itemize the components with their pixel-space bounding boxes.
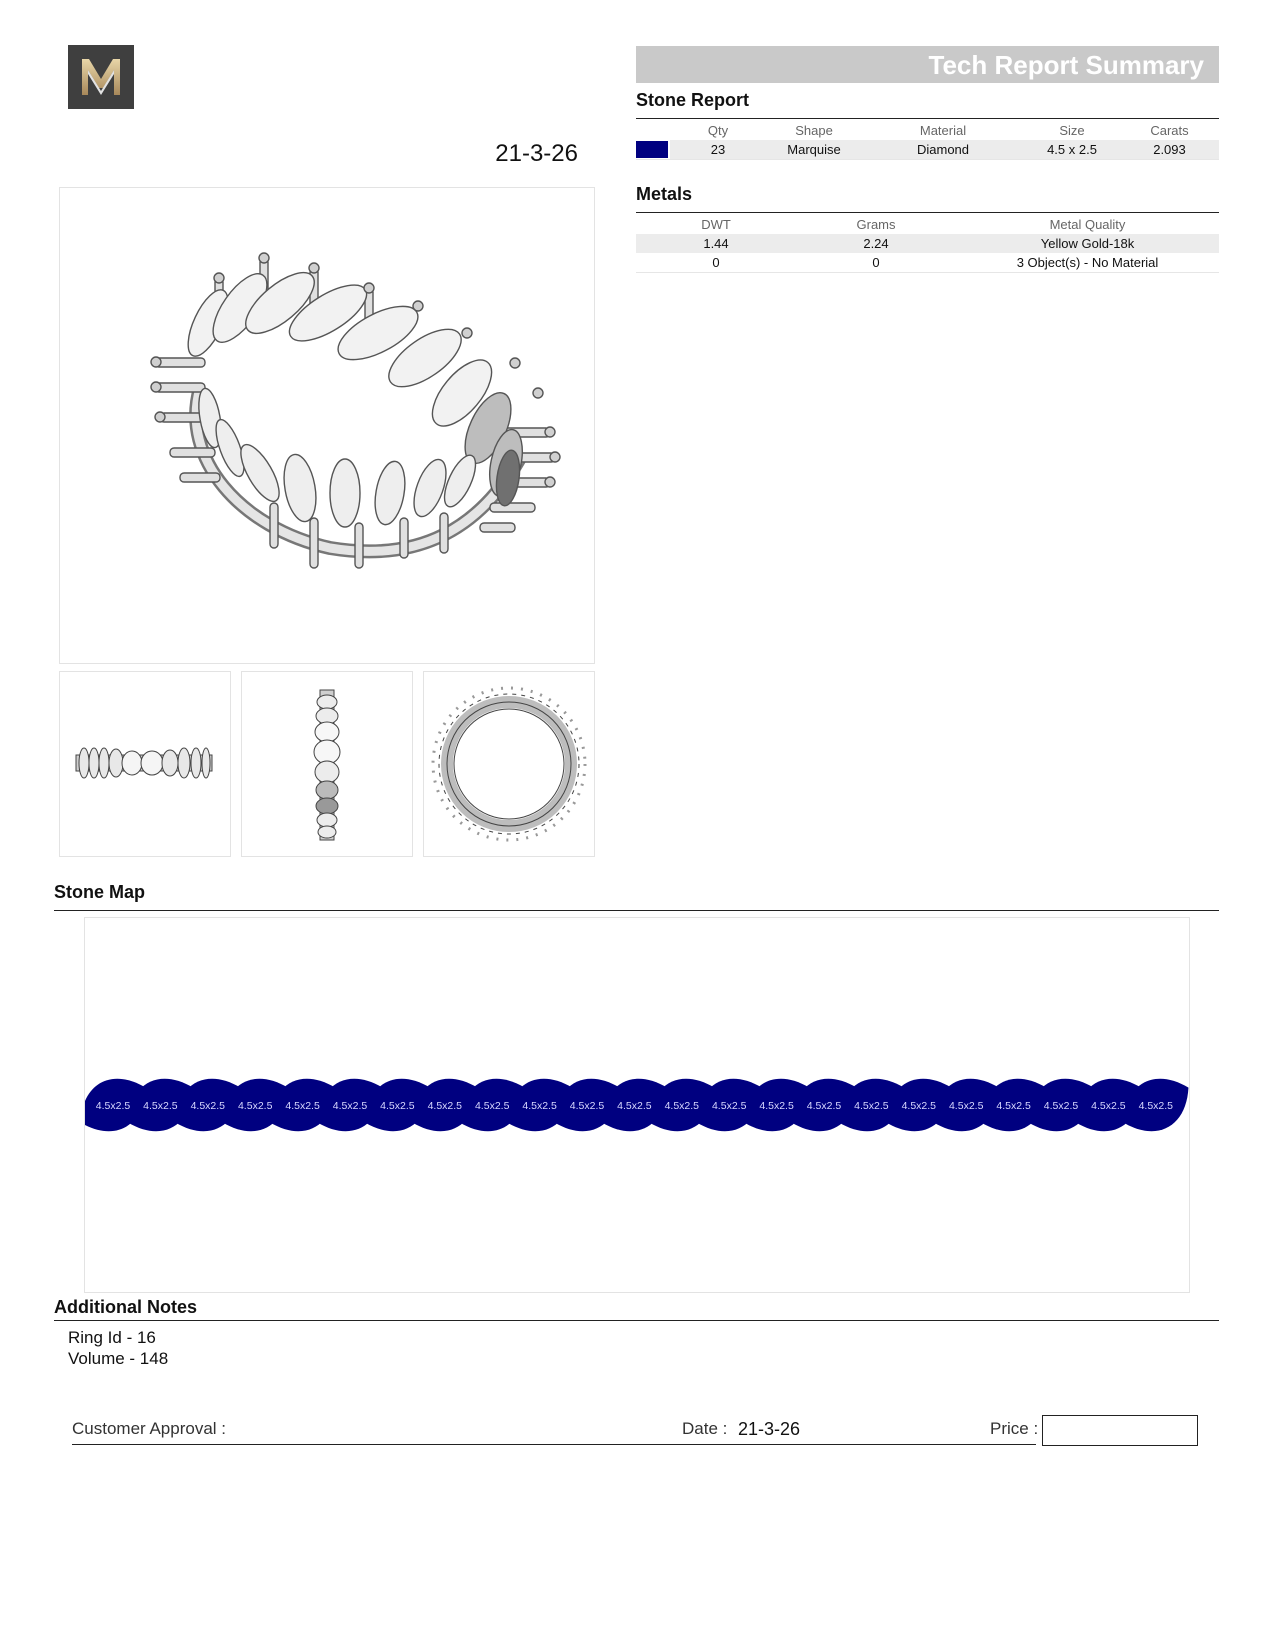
stone-map-heading: Stone Map (54, 882, 146, 902)
stone-size-label: 4.5x2.5 (332, 1100, 368, 1112)
stone-size-label: 4.5x2.5 (427, 1100, 463, 1112)
stone-size-label: 4.5x2.5 (1138, 1100, 1174, 1112)
stone-qty: 23 (670, 140, 766, 160)
col-header-size: Size (1059, 122, 1085, 138)
stone-map (84, 917, 1190, 1293)
stone-size: 4.5 x 2.5 (1024, 140, 1120, 160)
metal-dwt: 0 (636, 253, 796, 273)
stone-report-rule (636, 118, 1219, 119)
metals-heading: Metals (636, 184, 693, 204)
stone-size-label: 4.5x2.5 (901, 1100, 937, 1112)
stone-material: Diamond (862, 140, 1024, 160)
stone-size-label: 4.5x2.5 (95, 1100, 131, 1112)
date-label: Date : (682, 1419, 728, 1438)
ring-front-view (241, 671, 413, 857)
stone-size-label: 4.5x2.5 (854, 1100, 889, 1112)
stone-report-heading: Stone Report (636, 90, 750, 110)
stone-size-label: 4.5x2.5 (1091, 1100, 1126, 1112)
ring-side-view (59, 671, 231, 857)
signature-line[interactable] (72, 1444, 1036, 1445)
stone-size-label: 4.5x2.5 (380, 1100, 415, 1112)
stone-row (636, 140, 1219, 160)
col-header-material: Material (919, 122, 967, 138)
ring-top-view (423, 671, 595, 857)
note-volume: Volume - 148 (68, 1349, 169, 1368)
notes-rule (54, 1320, 1219, 1321)
stone-map-rule (54, 910, 1219, 911)
stone-size-label: 4.5x2.5 (617, 1100, 652, 1112)
stone-size-label: 4.5x2.5 (190, 1100, 226, 1112)
stone-carats: 2.093 (1120, 140, 1219, 160)
col-header-dwt: DWT (701, 216, 731, 232)
metals-table (636, 214, 1219, 273)
stone-report-table (636, 120, 1219, 160)
stone-shape: Marquise (766, 140, 862, 160)
notes-heading: Additional Notes (54, 1297, 197, 1317)
stone-size-label: 4.5x2.5 (806, 1100, 842, 1112)
stone-size-label: 4.5x2.5 (143, 1100, 178, 1112)
col-header-grams: Grams (856, 216, 896, 232)
note-ring-id: Ring Id - 16 (68, 1328, 156, 1347)
price-label: Price : (990, 1419, 1039, 1438)
stone-size-label: 4.5x2.5 (711, 1100, 747, 1112)
metal-grams: 2.24 (796, 234, 956, 253)
stone-color-swatch (636, 141, 668, 158)
metal-grams: 0 (796, 253, 956, 273)
stone-size-label: 4.5x2.5 (948, 1100, 984, 1112)
price-field[interactable] (1042, 1415, 1198, 1446)
col-header-metal-quality: Metal Quality (1049, 216, 1126, 232)
metal-quality: 3 Object(s) - No Material (956, 253, 1219, 273)
metal-quality: Yellow Gold-18k (956, 234, 1219, 253)
stone-size-label: 4.5x2.5 (759, 1100, 794, 1112)
metals-rule (636, 212, 1219, 213)
metal-dwt: 1.44 (636, 234, 796, 253)
stone-size-label: 4.5x2.5 (474, 1100, 510, 1112)
company-logo (68, 45, 134, 109)
customer-approval-label: Customer Approval : (72, 1419, 227, 1438)
swatch-header (636, 120, 670, 140)
col-header-shape: Shape (795, 122, 833, 138)
report-date: 21-3-26 (495, 140, 578, 167)
col-header-carats: Carats (1150, 122, 1189, 138)
approval-date-value: 21-3-26 (738, 1419, 801, 1439)
col-header-qty: Qty (707, 122, 729, 138)
metal-row (636, 234, 1219, 253)
stone-size-label: 4.5x2.5 (569, 1100, 605, 1112)
stone-size-label: 4.5x2.5 (285, 1100, 320, 1112)
stone-size-label: 4.5x2.5 (664, 1100, 700, 1112)
report-title: Tech Report Summary (928, 50, 1204, 80)
metal-row (636, 253, 1219, 273)
stone-size-label: 4.5x2.5 (237, 1100, 273, 1112)
stone-size-label: 4.5x2.5 (996, 1100, 1031, 1112)
stone-color-swatch-cell (636, 140, 670, 160)
stone-size-label: 4.5x2.5 (1043, 1100, 1079, 1112)
stone-size-label: 4.5x2.5 (522, 1100, 557, 1112)
report-title-bar (636, 46, 1219, 83)
ring-3d-render (59, 187, 595, 664)
